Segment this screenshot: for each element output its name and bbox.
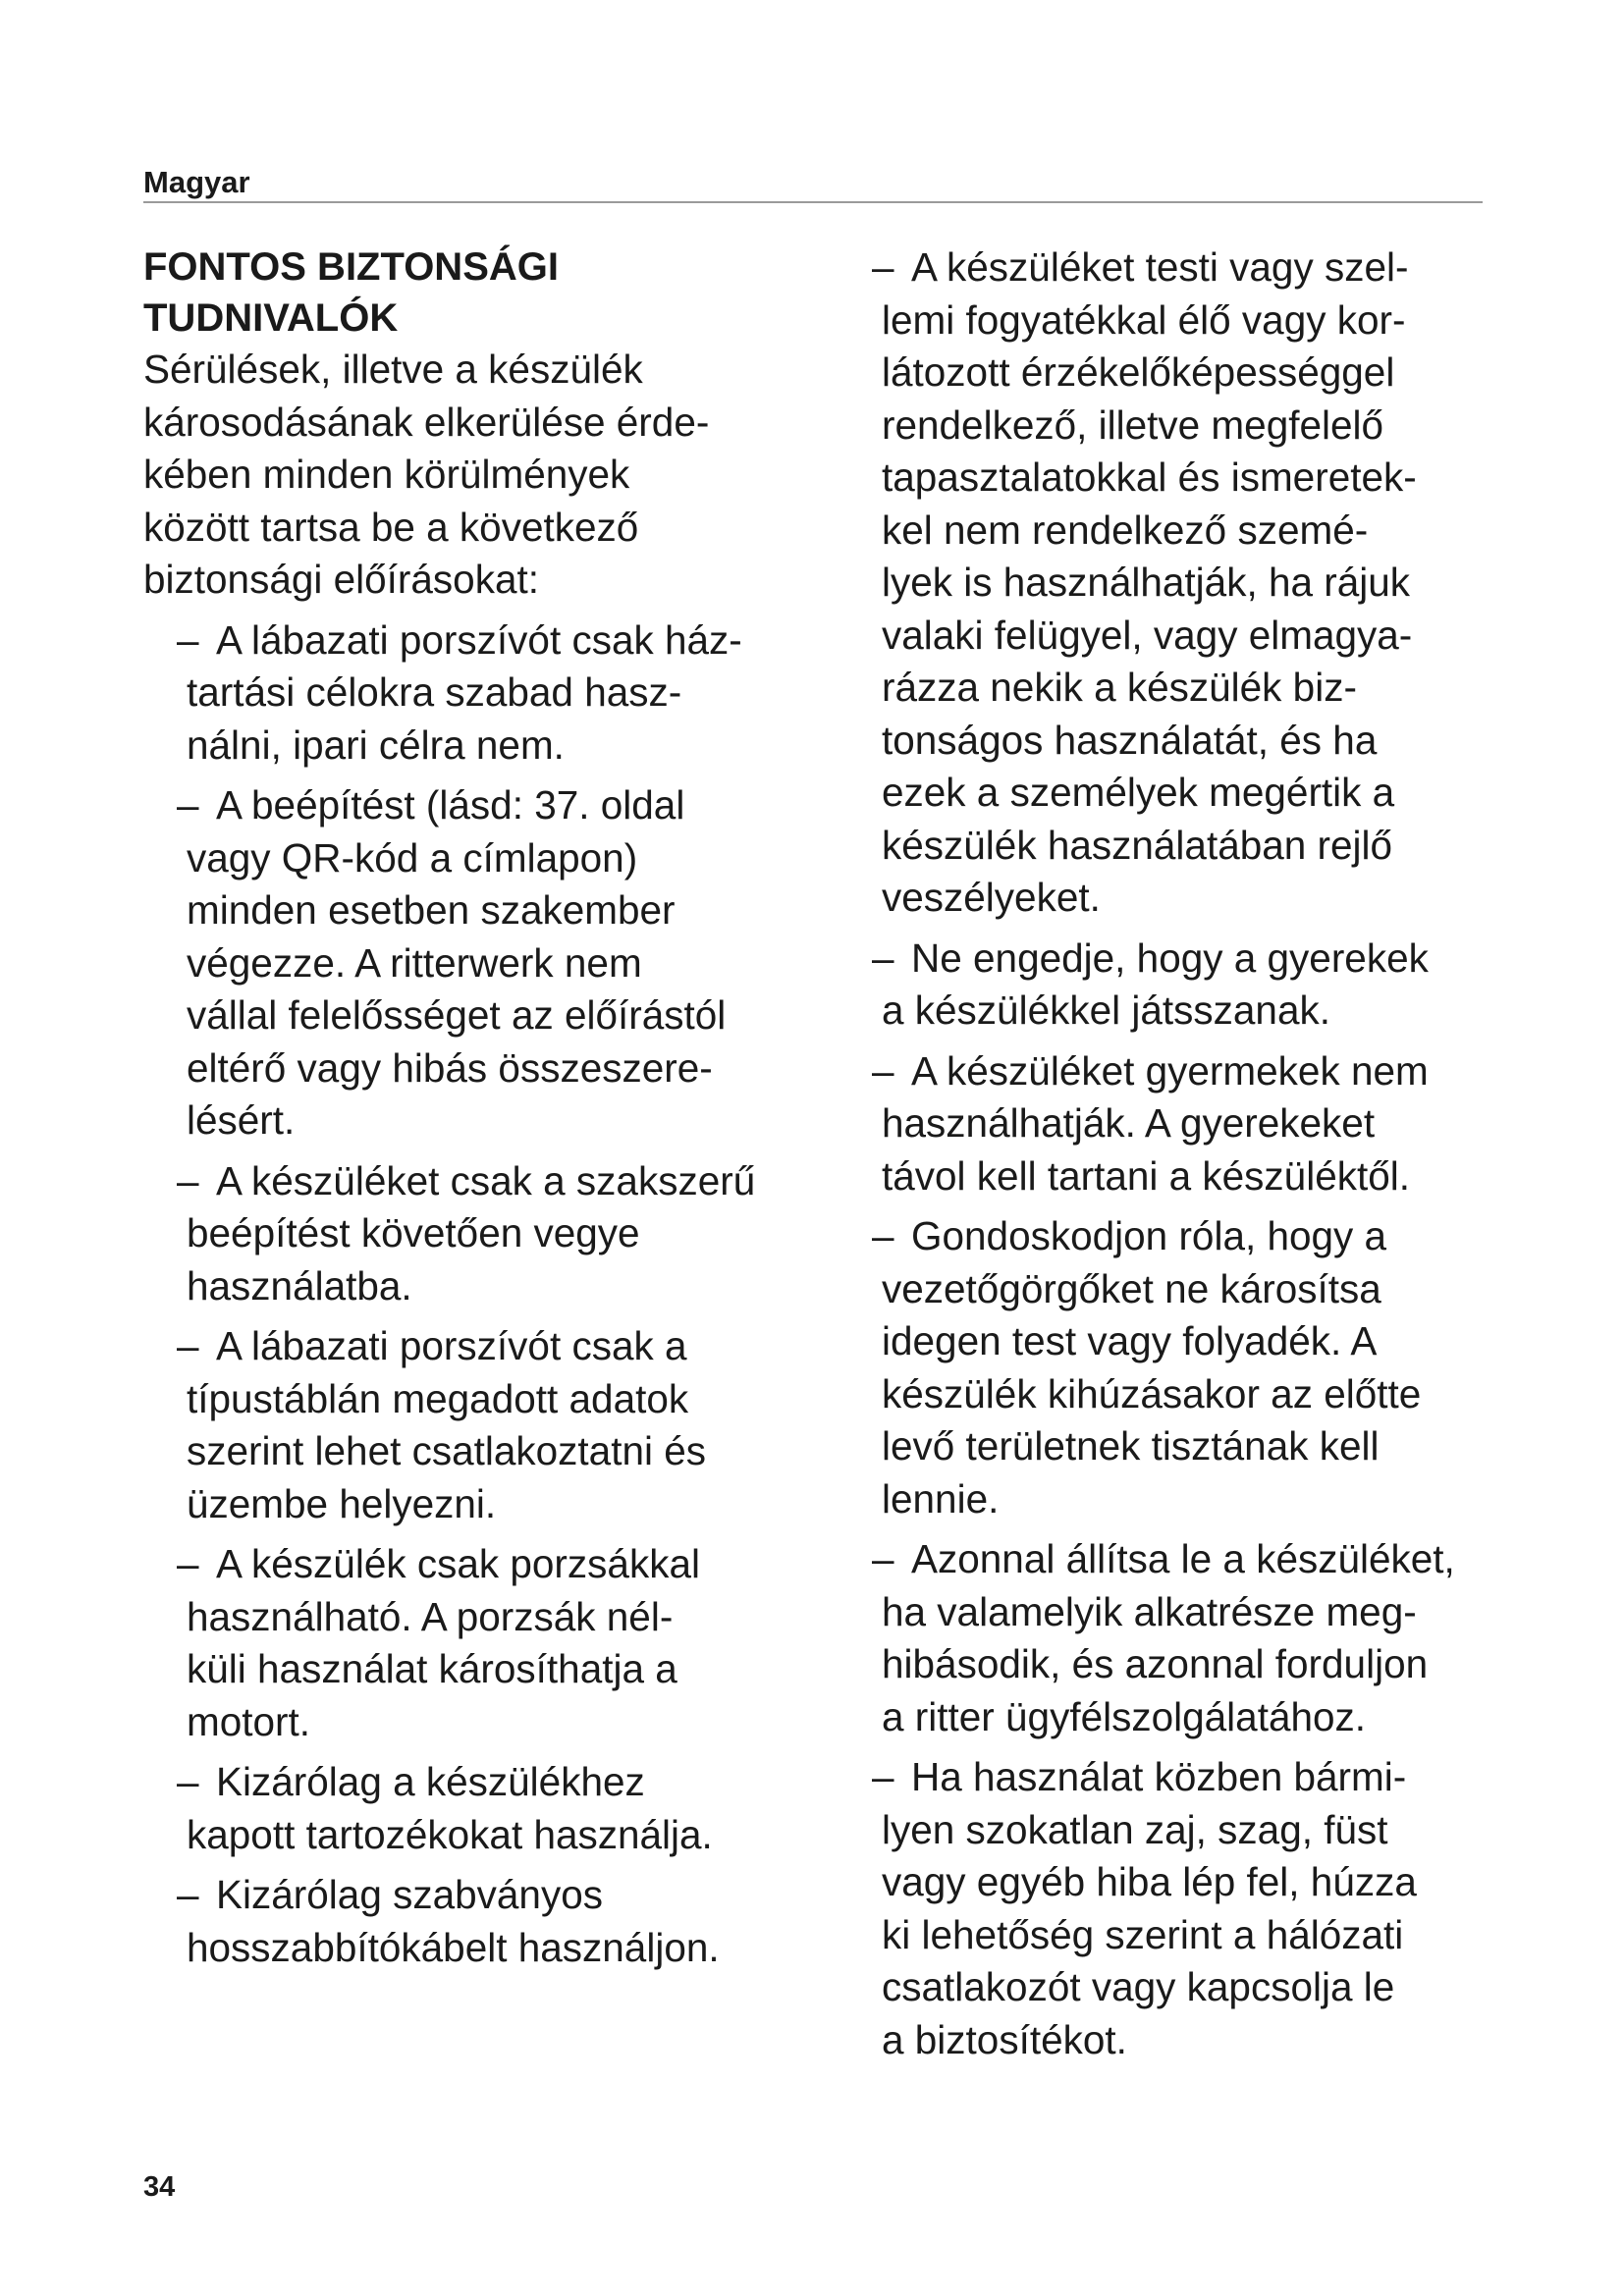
- safety-item: [872, 1533, 1520, 1743]
- safety-item-line: végezze. A ritterwerk nem: [187, 939, 642, 986]
- safety-item-text: [187, 1320, 850, 1530]
- safety-item-line: hosszabbítókábelt használjon.: [187, 1924, 720, 1970]
- header-divider: [143, 201, 1483, 203]
- safety-item-text: [882, 933, 1520, 1038]
- safety-item-line: tapasztalatokkal és ismeretek-: [882, 454, 1417, 500]
- safety-item-text: [882, 1045, 1520, 1203]
- safety-item: [872, 933, 1520, 1038]
- language-label: Magyar: [143, 165, 250, 199]
- section-title: [143, 241, 850, 344]
- safety-item-line: Gondoskodjon róla, hogy a: [911, 1213, 1387, 1258]
- safety-item-line: rázza nekik a készülék biz-: [882, 665, 1357, 710]
- dash-bullet: –: [177, 616, 199, 663]
- safety-item-line: A beépítést (lásd: 37. oldal: [216, 782, 685, 828]
- safety-item-line: tartási célokra szabad hasz-: [187, 669, 682, 715]
- safety-item-line: A készülék csak porzsákkal: [216, 1541, 700, 1586]
- safety-item-text: [187, 779, 850, 1148]
- safety-item-text: [187, 1756, 850, 1861]
- safety-item-line: A lábazati porszívót csak ház-: [216, 616, 742, 663]
- dash-bullet: –: [872, 1536, 894, 1581]
- dash-bullet: –: [177, 1157, 199, 1203]
- safety-item-line: küli használat károsíthatja a: [187, 1646, 677, 1691]
- dash-bullet: –: [177, 1323, 199, 1368]
- safety-item-line: A készüléket testi vagy szel-: [911, 244, 1409, 290]
- title-line: FONTOS BIZTONSÁGI: [143, 245, 559, 289]
- safety-item: [143, 779, 850, 1148]
- safety-item-line: lyen szokatlan zaj, szag, füst: [882, 1806, 1388, 1852]
- safety-item-line: idegen test vagy folyadék. A: [882, 1318, 1378, 1363]
- safety-item-line: Kizárólag szabványos: [216, 1872, 603, 1917]
- right-safety-list: [872, 241, 1520, 2066]
- left-safety-list: [143, 614, 850, 1975]
- safety-item-line: vállal felelősséget az előírástól: [187, 992, 727, 1038]
- safety-item-line: a készülékkel játsszanak.: [882, 988, 1330, 1033]
- safety-item-text: [187, 614, 850, 773]
- safety-item-line: lésért.: [187, 1097, 296, 1143]
- safety-item-line: vezetőgörgőket ne károsítsa: [882, 1265, 1381, 1311]
- safety-item: [872, 1751, 1520, 2066]
- safety-item-line: vagy QR-kód a címlapon): [187, 834, 638, 881]
- safety-item-text: [187, 1155, 850, 1313]
- title-line: TUDNIVALÓK: [143, 296, 399, 340]
- dash-bullet: –: [872, 244, 894, 290]
- safety-item-line: valaki felügyel, vagy elmagya-: [882, 612, 1413, 658]
- dash-bullet: –: [177, 1541, 199, 1586]
- safety-item-line: motort.: [187, 1698, 311, 1744]
- intro-line: biztonsági előírásokat:: [143, 557, 539, 602]
- intro-line: között tartsa be a következő: [143, 504, 639, 550]
- dash-bullet: –: [872, 1754, 894, 1799]
- safety-item-line: Ha használat közben bármi-: [911, 1754, 1407, 1799]
- safety-item-line: minden esetben szakember: [187, 887, 676, 933]
- safety-item-text: [882, 1751, 1520, 2066]
- safety-item-line: ki lehetőség szerint a hálózati: [882, 1911, 1404, 1957]
- safety-item-text: [882, 1533, 1520, 1743]
- safety-item-text: [882, 241, 1520, 925]
- safety-item-line: csatlakozót vagy kapcsolja le: [882, 1964, 1395, 2009]
- safety-item-line: látozott érzékelőképességgel: [882, 349, 1395, 395]
- intro-line: Sérülések, illetve a készülék: [143, 347, 643, 392]
- safety-item-line: készülék kihúzásakor az előtte: [882, 1370, 1422, 1416]
- safety-item: [143, 1538, 850, 1748]
- safety-item-line: lyek is használhatják, ha rájuk: [882, 560, 1411, 605]
- safety-item-line: használatba.: [187, 1262, 412, 1308]
- intro-line: kében minden körülmények: [143, 452, 630, 497]
- safety-item-line: ha valamelyik alkatrésze meg-: [882, 1588, 1417, 1634]
- safety-item-line: kel nem rendelkező szemé-: [882, 507, 1369, 553]
- safety-item-line: használható. A porzsák nél-: [187, 1593, 674, 1639]
- safety-item-line: távol kell tartani a készüléktől.: [882, 1152, 1411, 1199]
- dash-bullet: –: [872, 1047, 894, 1094]
- safety-item: [143, 1155, 850, 1313]
- dash-bullet: –: [872, 934, 894, 981]
- right-column: [872, 241, 1520, 2074]
- safety-item-line: veszélyeket.: [882, 875, 1101, 920]
- safety-item-line: kapott tartozékokat használja.: [187, 1811, 713, 1857]
- safety-item-line: hibásodik, és azonnal forduljon: [882, 1641, 1429, 1686]
- safety-item-line: nálni, ipari célra nem.: [187, 721, 565, 768]
- dash-bullet: –: [177, 1872, 199, 1917]
- safety-item-line: Kizárólag a készülékhez: [216, 1759, 645, 1804]
- safety-item-line: lennie.: [882, 1475, 1000, 1522]
- safety-item-line: eltérő vagy hibás összeszere-: [187, 1044, 713, 1091]
- safety-item-line: vagy egyéb hiba lép fel, húzza: [882, 1859, 1417, 1904]
- safety-item: [143, 1320, 850, 1530]
- safety-item-line: a biztosítékot.: [882, 2016, 1127, 2062]
- safety-item: [143, 1756, 850, 1861]
- safety-item: [872, 1210, 1520, 1525]
- dash-bullet: –: [177, 1759, 199, 1804]
- left-column: [143, 241, 850, 1982]
- safety-item-line: típustáblán megadott adatok: [187, 1375, 689, 1421]
- safety-item-line: a ritter ügyfélszolgálatához.: [882, 1693, 1367, 1739]
- safety-item-line: A lábazati porszívót csak a: [216, 1323, 687, 1368]
- safety-item: [143, 614, 850, 773]
- safety-item-line: használhatják. A gyerekeket: [882, 1100, 1376, 1146]
- safety-item-line: lemi fogyatékkal élő vagy kor-: [882, 296, 1406, 343]
- safety-item-line: tonságos használatát, és ha: [882, 717, 1378, 763]
- safety-item-line: üzembe helyezni.: [187, 1480, 497, 1526]
- safety-item-text: [882, 1210, 1520, 1525]
- dash-bullet: –: [177, 782, 199, 828]
- intro-line: károsodásának elkerülése érde-: [143, 399, 710, 445]
- safety-item: [143, 1869, 850, 1974]
- safety-item-line: szerint lehet csatlakoztatni és: [187, 1428, 707, 1473]
- safety-item-line: készülék használatában rejlő: [882, 822, 1393, 868]
- safety-item-text: [187, 1869, 850, 1974]
- intro-paragraph: [143, 344, 791, 607]
- safety-item-line: beépítést követően vegye: [187, 1210, 640, 1255]
- safety-item-line: levő területnek tisztának kell: [882, 1423, 1380, 1468]
- safety-item-line: Ne engedje, hogy a gyerekek: [911, 934, 1429, 981]
- safety-item-line: A készüléket gyermekek nem: [911, 1047, 1429, 1094]
- safety-item-line: ezek a személyek megértik a: [882, 770, 1395, 815]
- safety-item: [872, 1045, 1520, 1203]
- safety-item-text: [187, 1538, 850, 1748]
- safety-item-line: Azonnal állítsa le a készüléket,: [911, 1536, 1455, 1581]
- safety-item-line: rendelkező, illetve megfelelő: [882, 401, 1384, 448]
- safety-item-line: A készüléket csak a szakszerű: [216, 1157, 756, 1203]
- safety-item: [872, 241, 1520, 925]
- page-number: 34: [143, 2171, 176, 2203]
- dash-bullet: –: [872, 1213, 894, 1258]
